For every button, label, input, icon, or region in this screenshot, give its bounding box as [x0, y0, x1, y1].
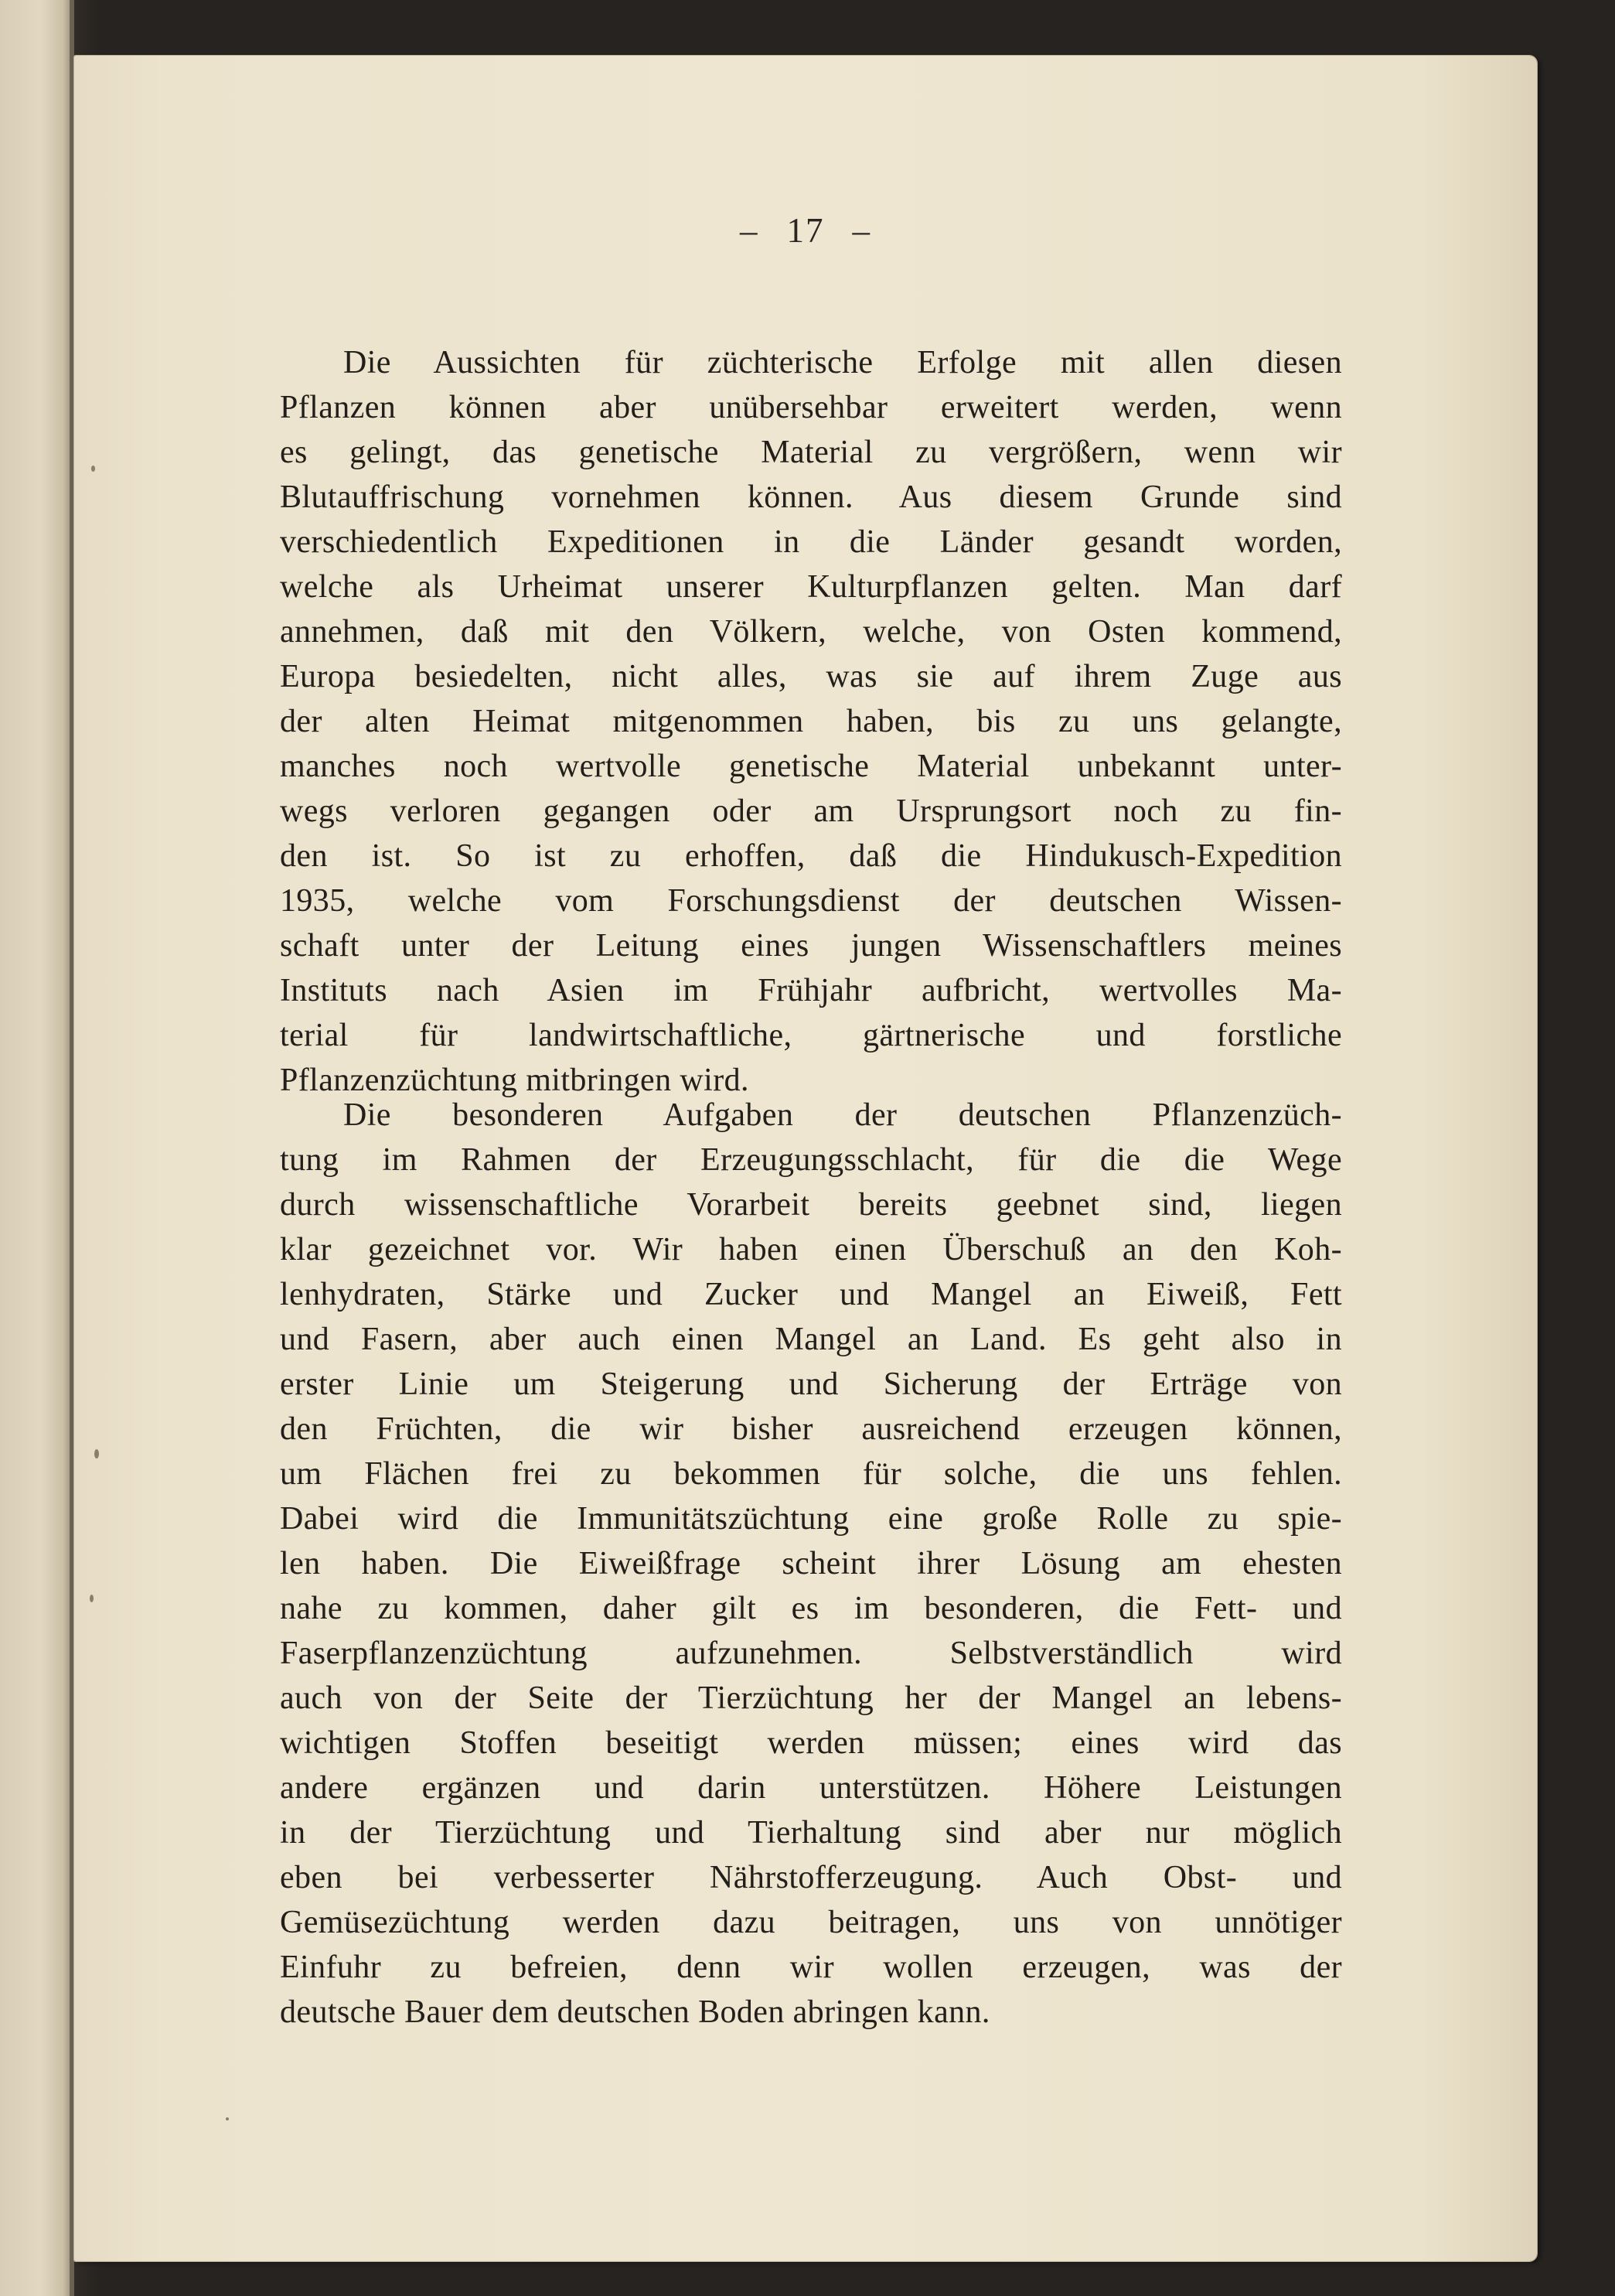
text-line: wegs verloren gegangen oder am Ursprungsort noch zu fin- [280, 793, 1342, 829]
text-line: Gemüsezüchtung werden dazu beitragen, uns von unnötiger [280, 1905, 1342, 1940]
text-line: len haben. Die Eiweißfrage scheint ihrer Lösung am ehesten [280, 1546, 1342, 1581]
book-page [74, 56, 1537, 2261]
text-line: erster Linie um Steigerung und Sicherung der Erträge von [280, 1366, 1342, 1402]
text-line: Blutauffrischung vornehmen können. Aus diesem Grunde sind [280, 479, 1342, 515]
text-line: tung im Rahmen der Erzeugungsschlacht, für die die Wege [280, 1142, 1342, 1178]
facing-page-edge [0, 0, 74, 2296]
text-line: Faserpflanzenzüchtung aufzunehmen. Selbstverständlich wird [280, 1636, 1342, 1671]
text-line: den Früchten, die wir bisher ausreichend erzeugen können, [280, 1411, 1342, 1447]
text-line: um Flächen frei zu bekommen für solche, die uns fehlen. [280, 1456, 1342, 1492]
text-line: auch von der Seite der Tierzüchtung her der Mangel an lebens- [280, 1680, 1342, 1716]
text-line: Pflanzenzüchtung mitbringen wird. [280, 1063, 749, 1098]
paper-speck [94, 1449, 99, 1458]
paper-speck [91, 466, 95, 472]
text-line: der alten Heimat mitgenommen haben, bis zu uns gelangte, [280, 704, 1342, 739]
text-line: terial für landwirtschaftliche, gärtnerische und forstliche [280, 1018, 1342, 1053]
text-line: Einfuhr zu befreien, denn wir wollen erzeugen, was der [280, 1950, 1342, 1985]
text-line: Instituts nach Asien im Frühjahr aufbricht, wertvolles Ma- [280, 973, 1342, 1008]
text-line: in der Tierzüchtung und Tierhaltung sind aber nur möglich [280, 1815, 1342, 1851]
text-line: eben bei verbesserter Nährstofferzeugung. Auch Obst- und [280, 1860, 1342, 1895]
text-line: 1935, welche vom Forschungsdienst der deutschen Wissen- [280, 883, 1342, 919]
text-line: Pflanzen können aber unübersehbar erweitert werden, wenn [280, 390, 1342, 425]
page-number-header [74, 210, 1537, 251]
text-line: andere ergänzen und darin unterstützen. Höhere Leistungen [280, 1770, 1342, 1806]
text-line: annehmen, daß mit den Völkern, welche, von Osten kommend, [280, 614, 1342, 650]
text-line: schaft unter der Leitung eines jungen Wissenschaftlers meines [280, 928, 1342, 964]
page-number-dash-right: – [852, 211, 871, 250]
paper-speck [90, 1595, 94, 1602]
page-number: 17 [786, 211, 825, 250]
text-line: wichtigen Stoffen beseitigt werden müssen; eines wird das [280, 1725, 1342, 1761]
paragraph-1 [280, 340, 1342, 1103]
paragraph-2 [280, 1093, 1342, 2035]
text-line: lenhydraten, Stärke und Zucker und Mangel an Eiweiß, Fett [280, 1277, 1342, 1312]
text-line: Die besonderen Aufgaben der deutschen Pflanzenzüch- [343, 1097, 1342, 1133]
text-line: den ist. So ist zu erhoffen, daß die Hindukusch-Expedition [280, 838, 1342, 874]
text-line: und Fasern, aber auch einen Mangel an Land. Es geht also in [280, 1322, 1342, 1357]
text-line: es gelingt, das genetische Material zu vergrößern, wenn wir [280, 435, 1342, 470]
text-line: manches noch wertvolle genetische Material unbekannt unter- [280, 749, 1342, 784]
text-line: nahe zu kommen, daher gilt es im besonderen, die Fett- und [280, 1591, 1342, 1626]
text-line: Europa besiedelten, nicht alles, was sie auf ihrem Zuge aus [280, 659, 1342, 694]
text-line: deutsche Bauer dem deutschen Boden abringen kann. [280, 1994, 990, 2030]
text-line: verschiedentlich Expeditionen in die Länder gesandt worden, [280, 524, 1342, 560]
text-line: durch wissenschaftliche Vorarbeit bereits geebnet sind, liegen [280, 1187, 1342, 1223]
text-line: Die Aussichten für züchterische Erfolge mit allen diesen [343, 345, 1342, 380]
text-line: Dabei wird die Immunitätszüchtung eine große Rolle zu spie- [280, 1501, 1342, 1537]
page-number-dash-left: – [740, 211, 759, 250]
text-line: welche als Urheimat unserer Kulturpflanzen gelten. Man darf [280, 569, 1342, 605]
paper-speck [226, 2117, 229, 2120]
text-line: klar gezeichnet vor. Wir haben einen Überschuß an den Koh- [280, 1232, 1342, 1267]
